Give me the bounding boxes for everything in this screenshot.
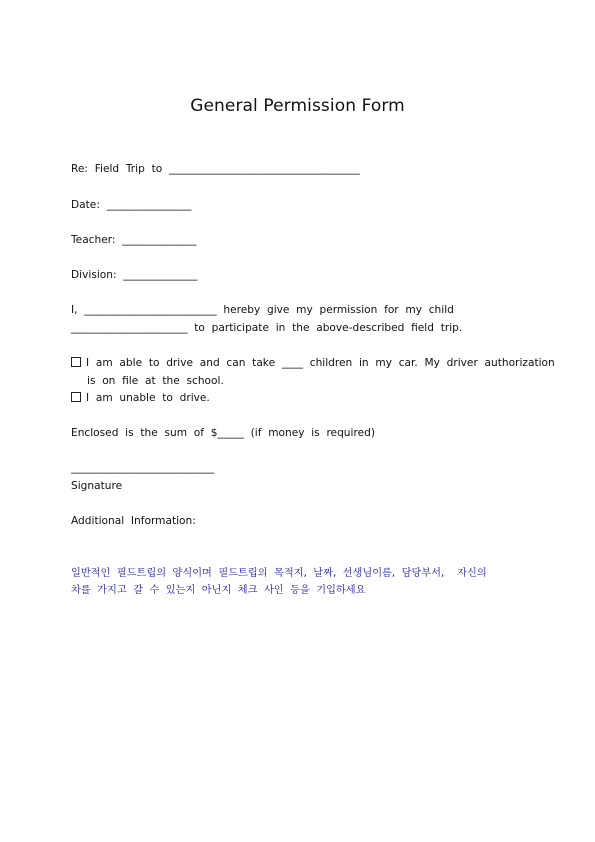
able-to-drive-text-continued: is on file at the school. <box>87 375 224 387</box>
additional-information-label: Additional Information: <box>71 515 196 527</box>
option-unable-to-drive <box>71 391 210 405</box>
instruction-note-line-1: 일반적인 필드트립의 양식이며 필드트립의 목적지, 날짜, 선생님이름, 담당부서, 자신의 <box>71 568 487 579</box>
instruction-note-line-2: 차를 가지고 갈 수 있는지 아닌지 체크 사인 등을 기입하세요 <box>71 585 366 596</box>
date-line: Date: ________________ <box>71 199 192 211</box>
page-title: General Permission Form <box>190 96 405 116</box>
permission-line-2: ______________________ to participate in the above-described field trip. <box>71 322 463 334</box>
division-line: Division: ______________ <box>71 269 198 281</box>
option-able-to-drive <box>71 356 555 370</box>
able-to-drive-checkbox[interactable] <box>71 357 81 367</box>
field-trip-destination-line: Re: Field Trip to ____________________________________ <box>71 163 360 175</box>
able-to-drive-text: I am able to drive and can take ____ children in my car. My driver authorization <box>86 357 555 369</box>
teacher-line: Teacher: ______________ <box>71 234 197 246</box>
unable-to-drive-text: I am unable to drive. <box>86 392 210 404</box>
signature-label: Signature <box>71 480 123 492</box>
signature-rule: ___________________________ <box>71 462 215 474</box>
permission-line-1: I, _________________________ hereby give my permission for my child <box>71 304 454 316</box>
unable-to-drive-checkbox[interactable] <box>71 392 81 402</box>
enclosed-sum-line: Enclosed is the sum of $_____ (if money is required) <box>71 427 375 439</box>
